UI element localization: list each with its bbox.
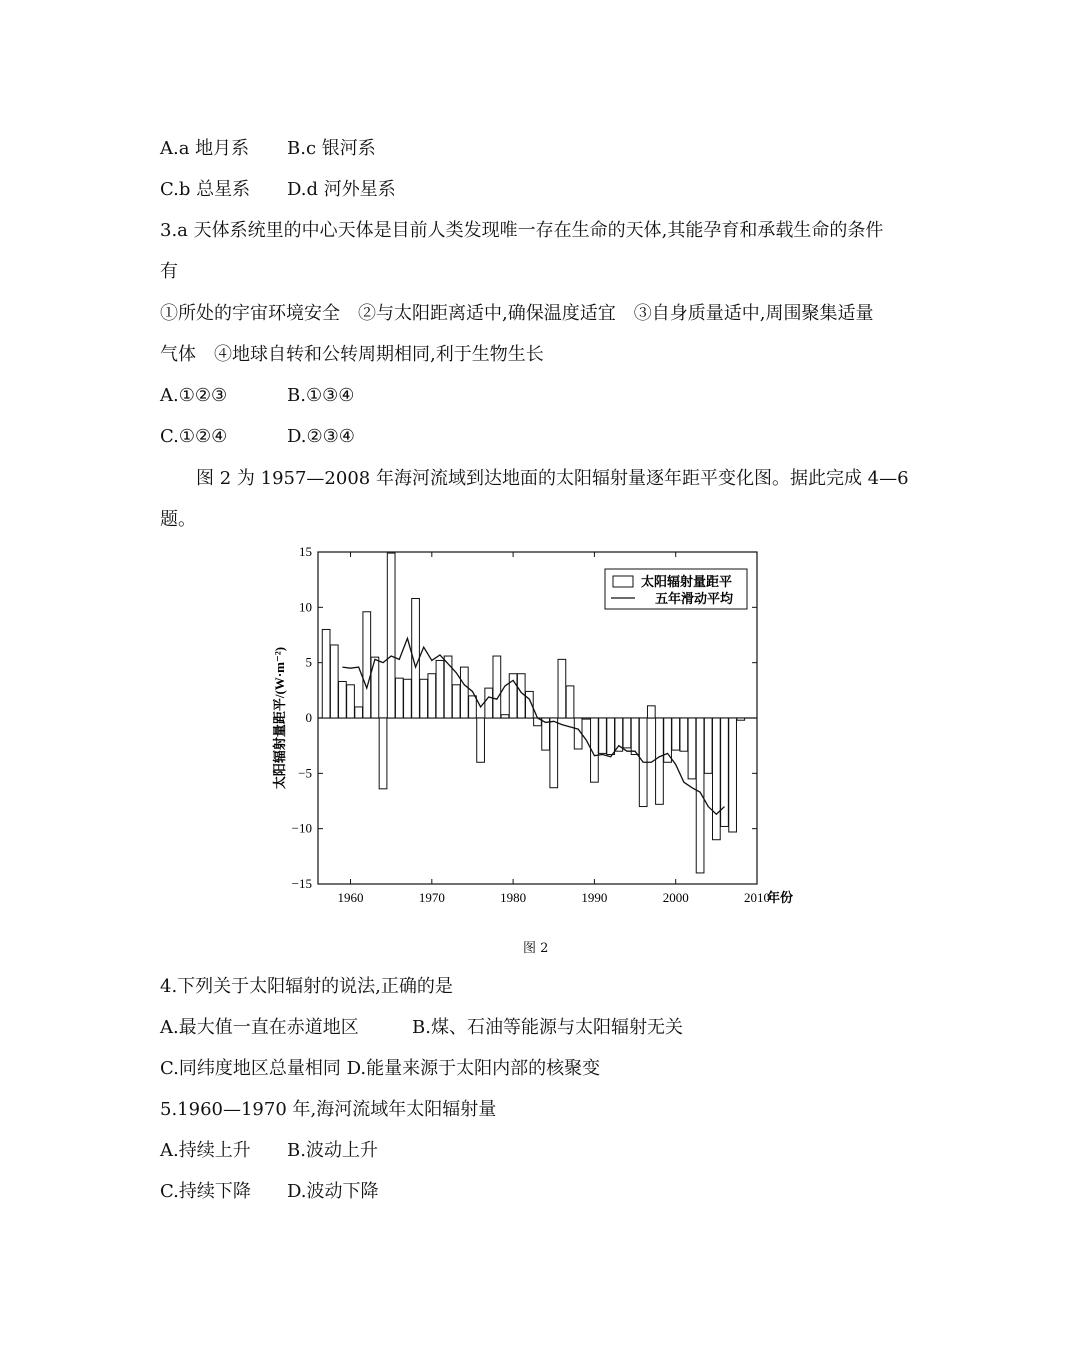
q2-option-d[interactable]: D.d 河外星系 bbox=[287, 179, 396, 200]
anomaly-bar bbox=[355, 707, 363, 718]
y-tick-label: −5 bbox=[298, 765, 312, 781]
anomaly-bar bbox=[737, 718, 745, 720]
anomaly-bar bbox=[656, 718, 664, 804]
q2-option-a[interactable]: A.a 地月系 bbox=[160, 138, 250, 159]
figure-caption: 图 2 bbox=[523, 941, 549, 956]
q2-options-row1 bbox=[160, 137, 376, 161]
anomaly-bar bbox=[363, 612, 371, 718]
q3-option-b[interactable]: B.①③④ bbox=[287, 385, 355, 406]
anomaly-bar bbox=[631, 718, 639, 755]
q5-options-row2 bbox=[160, 1180, 379, 1204]
anomaly-bar bbox=[599, 718, 607, 753]
q2-option-b[interactable]: B.c 银河系 bbox=[287, 138, 376, 159]
intro-line2: 题。 bbox=[160, 509, 196, 530]
anomaly-bar bbox=[607, 718, 615, 755]
x-tick-label: 1990 bbox=[581, 890, 608, 905]
intro-line1: 图 2 为 1957—2008 年海河流域到达地面的太阳辐射量逐年距平变化图。据此完成 4—6 bbox=[196, 468, 909, 489]
y-axis-label: 太阳辐射量距平/(W·m⁻²) bbox=[272, 646, 287, 790]
radiation-anomaly-chart bbox=[260, 545, 820, 930]
q3-option-d[interactable]: D.②③④ bbox=[287, 426, 355, 447]
anomaly-bar bbox=[404, 679, 412, 718]
q4-option-b[interactable]: B.煤、石油等能源与太阳辐射无关 bbox=[412, 1017, 683, 1038]
anomaly-bar bbox=[712, 718, 720, 840]
x-tick-label: 1980 bbox=[500, 890, 527, 905]
anomaly-bar bbox=[371, 657, 379, 718]
anomaly-bar bbox=[696, 718, 704, 873]
q4-stem: 4.下列关于太阳辐射的说法,正确的是 bbox=[160, 976, 453, 997]
anomaly-bar bbox=[460, 667, 468, 718]
q3-items-line1: ①所处的宇宙环境安全 ②与太阳距离适中,确保温度适宜 ③自身质量适中,周围聚集适量 bbox=[160, 303, 874, 324]
anomaly-bar bbox=[623, 718, 631, 748]
q3-stem-line1: 3.a 天体系统里的中心天体是目前人类发现唯一存在生命的天体,其能孕育和承载生命的条件 bbox=[160, 220, 884, 241]
y-tick-label: 0 bbox=[305, 710, 312, 725]
anomaly-bar bbox=[582, 718, 590, 719]
legend-bar-swatch bbox=[613, 576, 633, 587]
anomaly-bar bbox=[729, 718, 737, 832]
legend-line-label: 五年滑动平均 bbox=[655, 591, 734, 606]
x-tick-label: 2010 bbox=[744, 890, 770, 905]
q4-option-a[interactable]: A.最大值一直在赤道地区 bbox=[160, 1017, 359, 1038]
q3-options-row2 bbox=[160, 425, 355, 449]
anomaly-bar bbox=[436, 660, 444, 718]
q2-option-c[interactable]: C.b 总星系 bbox=[160, 179, 251, 200]
anomaly-bar bbox=[444, 656, 452, 718]
anomaly-bar bbox=[680, 718, 688, 751]
q4-options-row1 bbox=[160, 1016, 683, 1040]
q2-options-row2 bbox=[160, 178, 396, 202]
legend-bar-label: 太阳辐射量距平 bbox=[641, 574, 733, 589]
q3-items-line2: 气体 ④地球自转和公转周期相同,利于生物生长 bbox=[160, 344, 544, 365]
q4-options-row2[interactable]: C.同纬度地区总量相同 D.能量来源于太阳内部的核聚变 bbox=[160, 1058, 601, 1079]
anomaly-bar bbox=[330, 645, 338, 718]
anomaly-bar bbox=[428, 674, 436, 718]
anomaly-bar bbox=[501, 715, 509, 718]
anomaly-bar bbox=[664, 718, 672, 762]
anomaly-bar bbox=[420, 679, 428, 718]
q5-option-c[interactable]: C.持续下降 bbox=[160, 1181, 251, 1202]
y-tick-label: 15 bbox=[299, 545, 312, 559]
anomaly-bar bbox=[395, 678, 403, 718]
anomaly-bar bbox=[672, 718, 680, 750]
x-tick-label: 1960 bbox=[337, 890, 364, 905]
x-tick-label: 1970 bbox=[418, 890, 445, 905]
q5-option-d[interactable]: D.波动下降 bbox=[287, 1181, 379, 1202]
anomaly-bar bbox=[469, 696, 477, 718]
anomaly-bar bbox=[379, 718, 387, 789]
y-tick-label: −10 bbox=[291, 820, 312, 836]
q3-option-c[interactable]: C.①②④ bbox=[160, 426, 228, 447]
anomaly-bar bbox=[721, 718, 729, 826]
q3-options-row1 bbox=[160, 384, 354, 408]
anomaly-bar bbox=[322, 629, 330, 718]
anomaly-bar bbox=[493, 656, 501, 718]
anomaly-bar bbox=[704, 718, 712, 773]
x-tick-label: 2000 bbox=[662, 890, 689, 905]
q3-stem-line2: 有 bbox=[160, 261, 178, 282]
anomaly-bar bbox=[647, 706, 655, 718]
anomaly-bar bbox=[387, 553, 395, 718]
anomaly-bar bbox=[347, 685, 355, 718]
anomaly-bar bbox=[517, 674, 525, 718]
q3-option-a[interactable]: A.①②③ bbox=[160, 385, 228, 406]
anomaly-bar bbox=[558, 659, 566, 718]
y-tick-label: −15 bbox=[291, 876, 312, 891]
q5-option-b[interactable]: B.波动上升 bbox=[287, 1140, 378, 1161]
anomaly-bar bbox=[452, 685, 460, 718]
x-axis-label: 年份 bbox=[767, 890, 794, 905]
anomaly-bar bbox=[477, 718, 485, 762]
anomaly-bar bbox=[566, 686, 574, 718]
anomaly-bar bbox=[485, 688, 493, 718]
y-tick-label: 10 bbox=[299, 599, 312, 615]
anomaly-bar bbox=[550, 718, 558, 788]
y-tick-label: 5 bbox=[305, 654, 312, 670]
q5-options-row1 bbox=[160, 1139, 378, 1163]
q5-option-a[interactable]: A.持续上升 bbox=[160, 1140, 251, 1161]
anomaly-bar bbox=[339, 681, 347, 718]
anomaly-bar bbox=[688, 718, 696, 779]
q5-stem: 5.1960—1970 年,海河流域年太阳辐射量 bbox=[160, 1099, 497, 1120]
